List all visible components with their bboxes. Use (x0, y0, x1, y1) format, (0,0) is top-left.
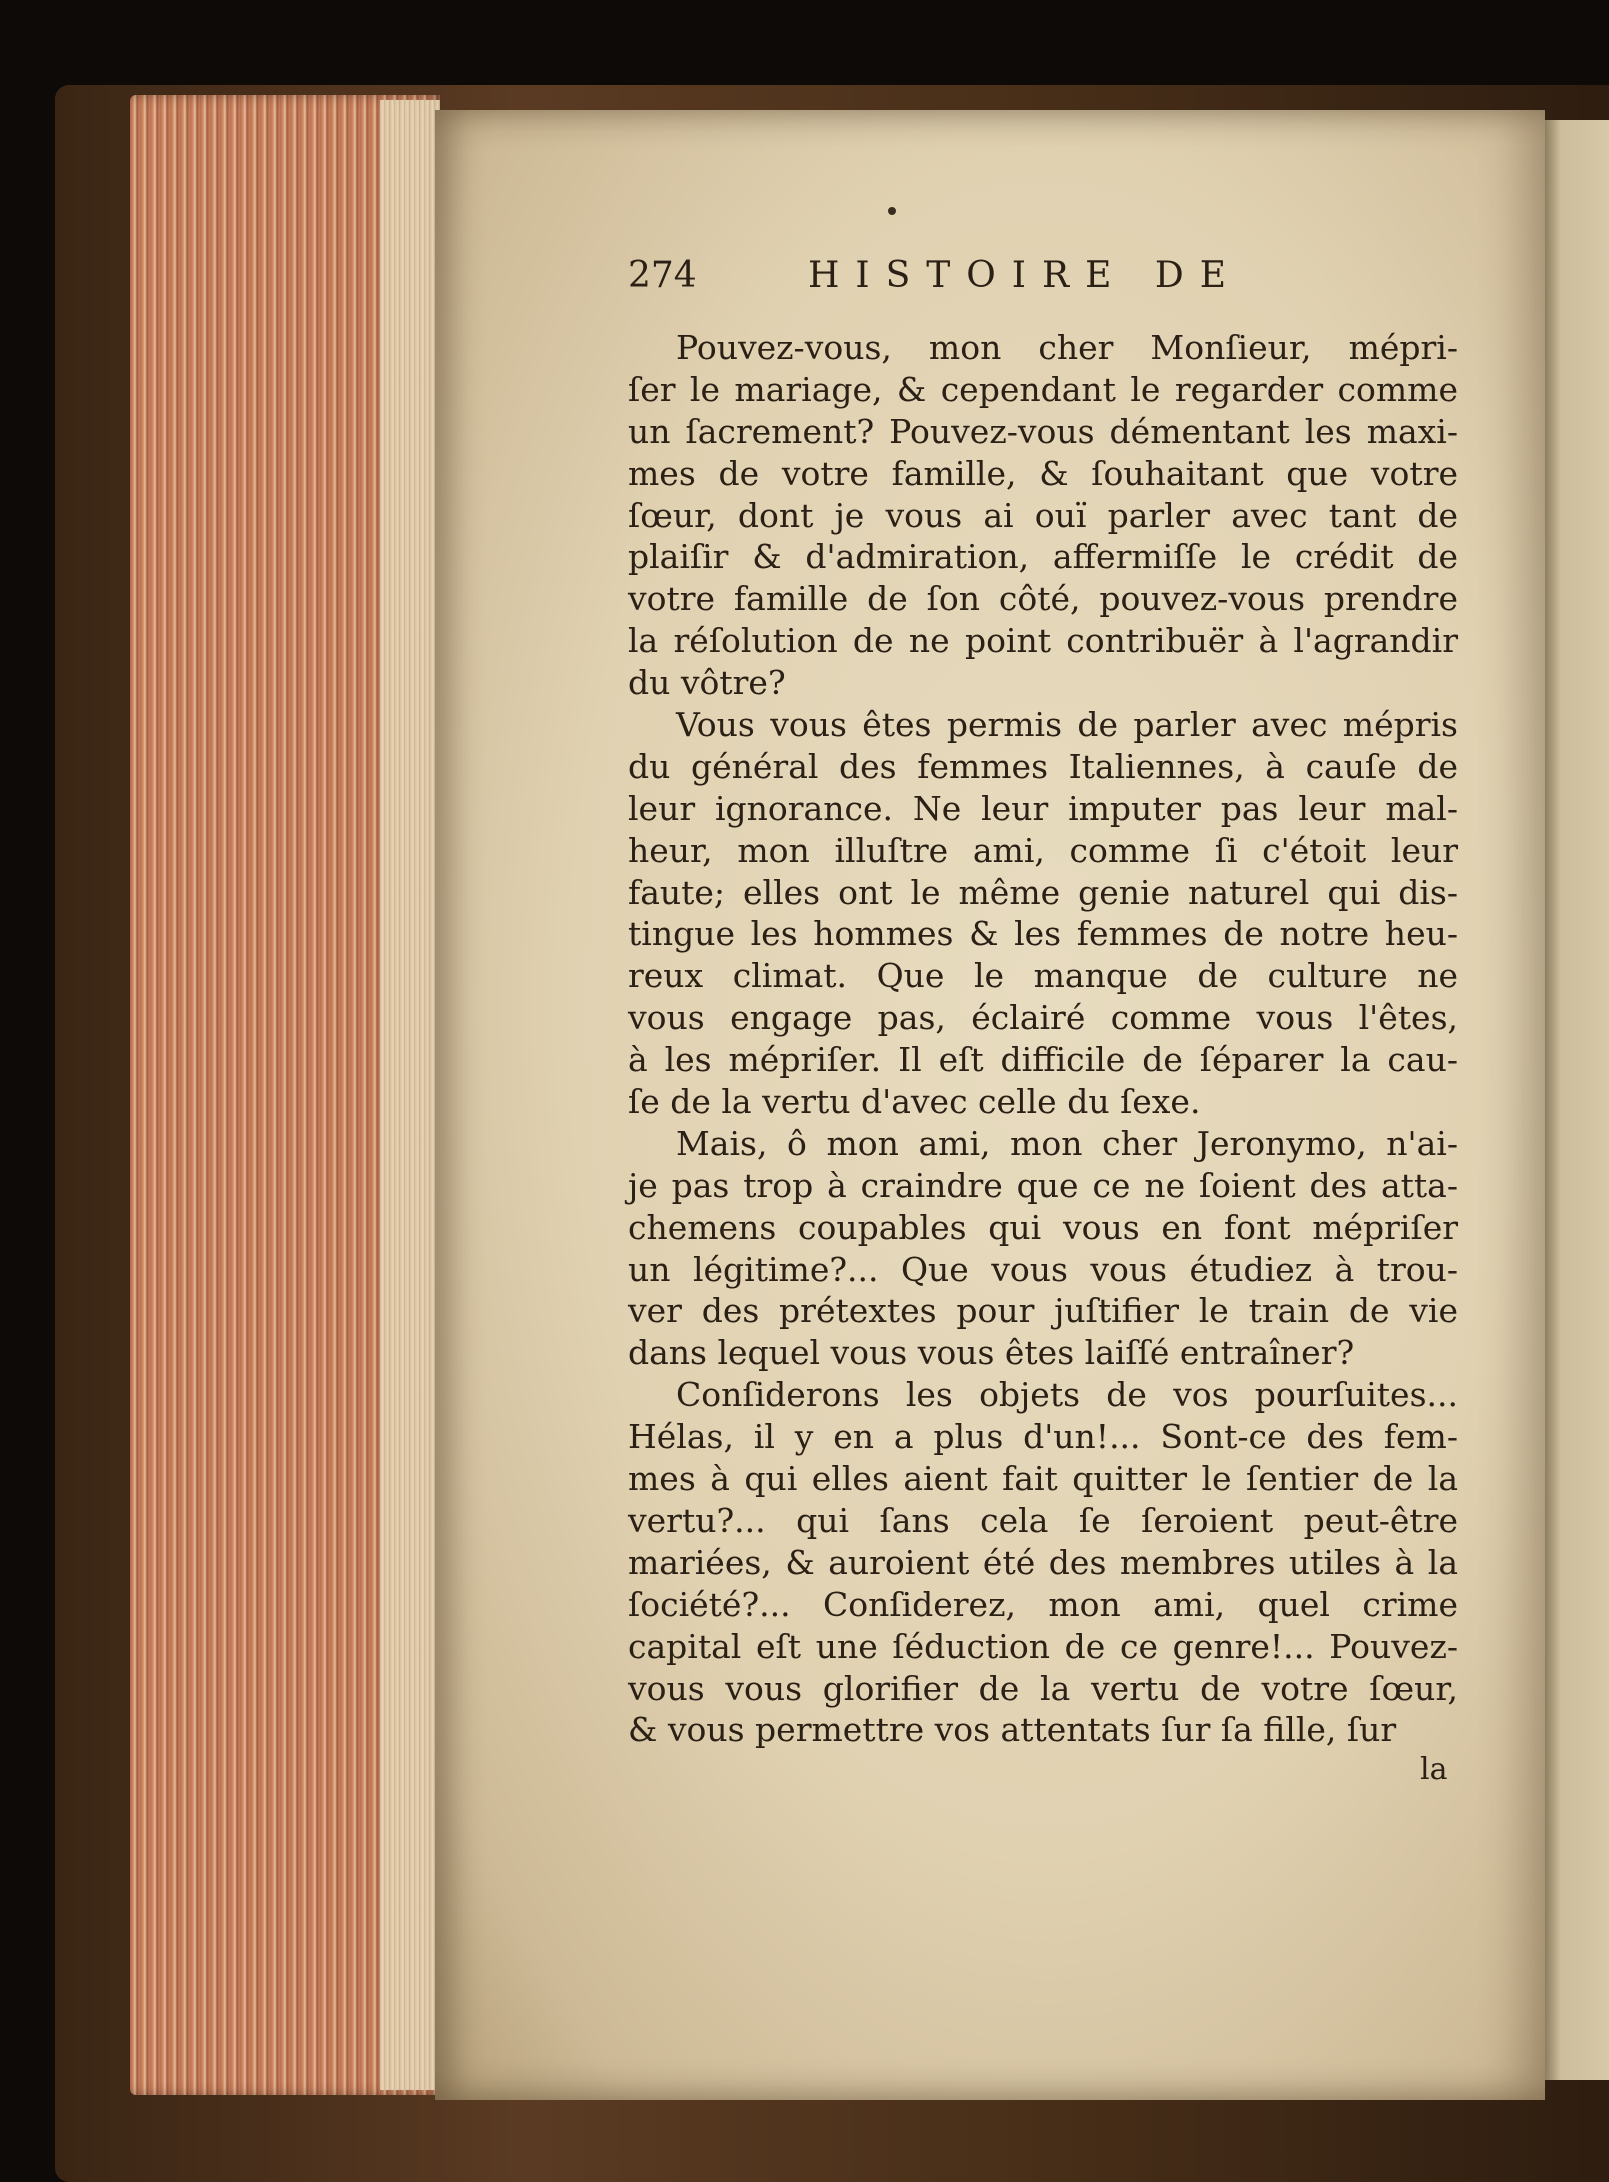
text-line: Pouvez-vous, mon cher Monſieur, mépri- (676, 328, 1458, 367)
text-line: Hélas, il y en a plus d'un!... Sont-ce des fem- (628, 1417, 1458, 1457)
text-line: mes à qui elles aient fait quitter le ſentier de la (628, 1459, 1458, 1499)
text-line: mariées, & auroient été des membres utiles à la (628, 1542, 1458, 1582)
text-line: votre famille de ſon côté, pouvez-vous prendre (628, 579, 1458, 619)
text-line: je pas trop à craindre que ce ne ſoient des atta- (628, 1165, 1458, 1205)
catchword: la (1420, 1752, 1448, 1787)
text-line: à les mépriſer. Il eſt difficile de ſéparer la cau- (628, 1040, 1458, 1080)
facing-page-edge (1540, 120, 1609, 2080)
text-line: Vous vous êtes permis de parler avec mépris (676, 705, 1458, 745)
text-line: un légitime?... Que vous vous étudiez à trou- (628, 1249, 1458, 1289)
text-line: dans lequel vous vous êtes laiſſé entraîner? (628, 1333, 1355, 1373)
body-text (628, 327, 1458, 1751)
text-line: heur, mon illuſtre ami, comme ſi c'étoit leur (628, 830, 1458, 870)
text-line: ſe de la vertu d'avec celle du ſexe. (628, 1082, 1201, 1122)
text-line: ver des prétextes pour juſtifier le train de vie (628, 1291, 1458, 1331)
text-line: plaiſir & d'admiration, affermiſſe le crédit de (628, 537, 1458, 577)
text-line: ſœur, dont je vous ai ouï parler avec tant de (628, 495, 1458, 535)
text-line: ſociété?... Conſiderez, mon ami, quel crime (628, 1584, 1458, 1624)
text-line: vous vous glorifier de la vertu de votre ſœur, (628, 1668, 1458, 1708)
text-line: un ſacrement? Pouvez-vous démentant les maxi- (628, 411, 1458, 451)
text-line: vertu?... qui ſans cela ſe ſeroient peut-être (628, 1500, 1458, 1540)
text-line: reux climat. Que le manque de culture ne (628, 956, 1458, 996)
page-text (628, 255, 1458, 1751)
text-line: chemens coupables qui vous en font mépriſer (628, 1207, 1458, 1247)
text-line: faute; elles ont le même genie naturel qui dis- (628, 872, 1458, 912)
page-number: 274 (628, 255, 697, 296)
text-line: & vous permettre vos attentats ſur ſa fille, ſur (628, 1710, 1397, 1750)
text-line: Conſiderons les objets de vos pourſuites... (676, 1375, 1458, 1415)
page-edges-inner (380, 100, 440, 2090)
ink-dot (888, 207, 896, 215)
text-line: capital eſt une ſéduction de ce genre!... Pouvez- (628, 1626, 1458, 1666)
text-line: Mais, ô mon ami, mon cher Jeronymo, n'ai- (676, 1123, 1458, 1163)
running-title: HISTOIRE DE (808, 255, 1242, 296)
text-line: du général des femmes Italiennes, à cauſe de (628, 746, 1458, 786)
text-line: la réſolution de ne point contribuër à l'agrandir (628, 621, 1458, 661)
text-line: leur ignorance. Ne leur imputer pas leur mal- (628, 788, 1458, 828)
text-line: vous engage pas, éclairé comme vous l'êtes, (628, 998, 1458, 1038)
text-line: tingue les hommes & les femmes de notre heu- (628, 914, 1458, 954)
text-line: mes de votre famille, & ſouhaitant que votre (628, 453, 1458, 493)
page-header (628, 255, 1458, 315)
text-line: ſer le mariage, & cependant le regarder comme (628, 369, 1458, 409)
text-line: du vôtre? (628, 663, 786, 703)
